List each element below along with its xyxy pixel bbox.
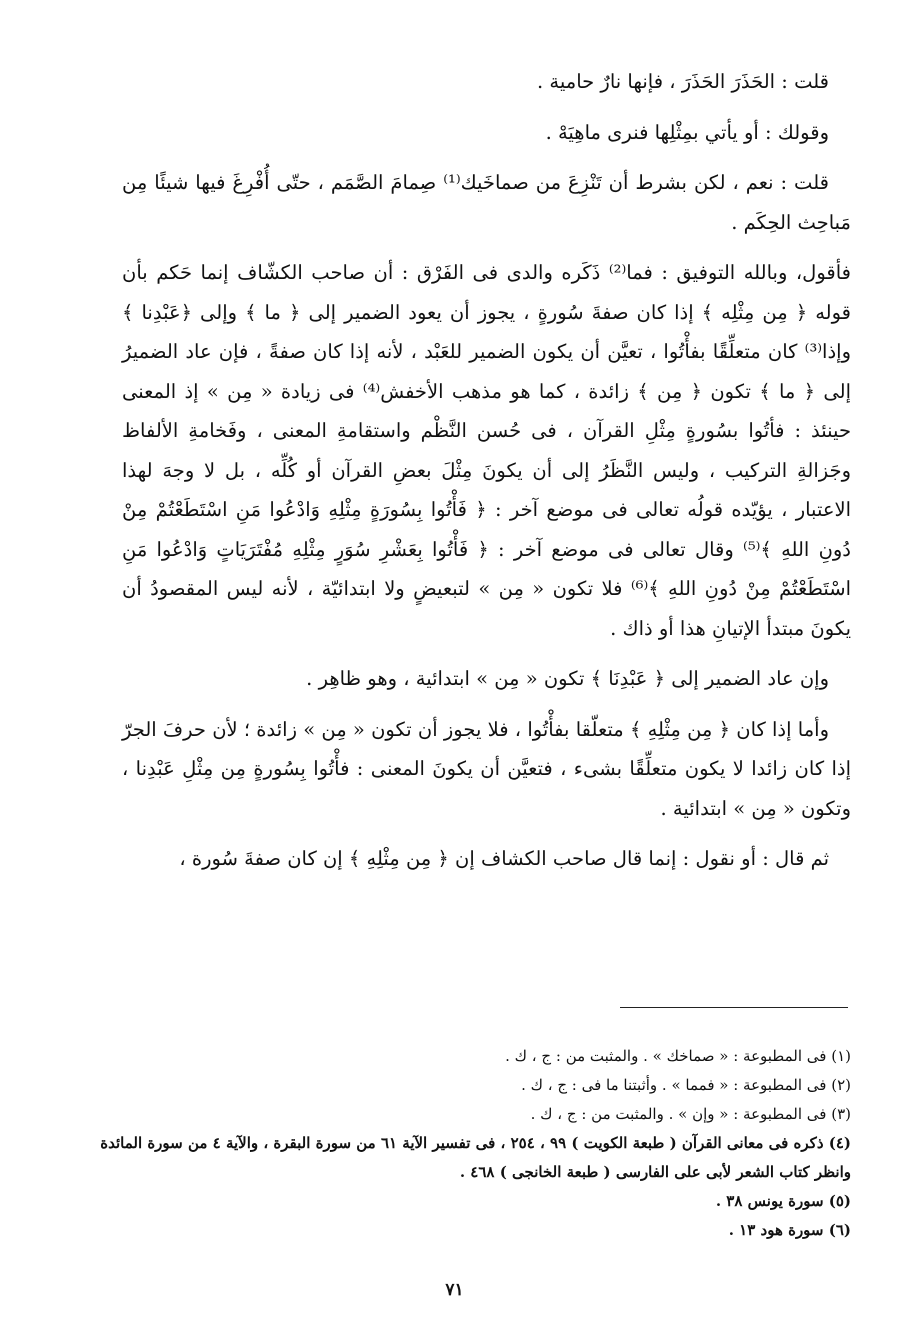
footnote-1: (١) فى المطبوعة : « صماخك » . والمثبت من : ج ، ك . — [505, 1047, 851, 1065]
footnote-4-continued: وانظر كتاب الشعر لأبى على الفارسى ( طبعة الخانجى ) ٤٦٨ . — [459, 1163, 851, 1181]
footnote-4: (٤) ذكره فى معانى القرآن ( طبعة الكويت ) ٩٩ ، ٢٥٤ ، فى تفسير الآية ٦١ من سورة البقرة ، والآية ٤ من سورة المائدة — [100, 1134, 851, 1152]
footnote-2: (٢) فى المطبوعة : « فمما » . وأثبتنا ما فى : ج ، ك . — [521, 1076, 851, 1094]
paragraph-1: قلت : الحَذَرَ الحَذَرَ ، فإنها نارٌ حامية . — [537, 70, 829, 93]
footnote-divider — [620, 1007, 848, 1008]
paragraph-2: وقولك : أو يأتي بمِثْلِها فنرى ماهِيَهْ . — [545, 120, 829, 144]
footnote-5: (٥) سورة يونس ٣٨ . — [715, 1192, 851, 1210]
paragraph-6: وأما إذا كان ﴿ مِن مِثْلِهِ ﴾ متعلّقا بفأْتُوا ، فلا يجوز أن تكون « مِن » زائدة ؛ لأن حرفَ الجرّ إذا كان زائدا لا يكون متعلِّقًا بشىء ، فتعيَّن أن يكونَ المعنى : فأْتُوا بِسُورةٍ مِن مِثْلِ عَبْدِنا ، وتكون « مِن » ابتدائية . — [122, 717, 851, 820]
paragraph-5: وإن عاد الضمير إلى ﴿ عَبْدِنَا ﴾ تكون « مِن » ابتدائية ، وهو ظاهِر . — [306, 667, 829, 690]
paragraph-4: فأقول، وبالله التوفيق : فما⁽²⁾ ذَكَره والدى فى الفَرْق : أن صاحب الكشّاف إنما حَكم بأن قوله ﴿ مِن مِثْلِه ﴾ إذا كان صفةَ سُورةٍ ، يجوز أن يعود الضمير إلى ﴿ ما ﴾ وإلى ﴿عَبْدِنا ﴾ وإذا⁽³⁾ كان متعلِّقًا بفأْتُوا ، تعيَّن أن يكون الضمير للعَبْد ، لأنه إذا كان صفةً ، فإن عاد الضميرُ إلى ﴿ ما ﴾ تكون ﴿ مِن ﴾ زائدة ، كما هو مذهب الأخفش⁽⁴⁾ فى زيادة « مِن » إذ المعنى حينئذ : فأتُوا بسُورةٍ مِثْلِ القرآن ، فى حُسن النَّظْم واستقامةِ المعنى ، وفَخامةِ الألفاظ وجَزالةِ التركيب ، وليس النَّظَرُ إلى أن يكونَ مِثْلَ بعضِ القرآن أو كُلِّه ، بل لا وجهَ لهذا الاعتبار ، يؤيّده قولُه تعالى فى موضع آخر : ﴿ فَأْتُوا بِسُورَةٍ مِثْلِهِ وَادْعُوا مَنِ اسْتَطَعْتُمْ مِنْ دُونِ اللهِ ﴾⁽⁵⁾ وقال تعالى فى موضع آخر : ﴿ فَأْتُوا بِعَشْرِ سُوَرٍ مِثْلِهِ مُفْتَرَيَاتٍ وَادْعُوا مَنِ اسْتَطَعْتُمْ مِنْ دُونِ اللهِ ﴾⁽⁶⁾ فلا تكون « مِن » لتبعيضٍ ولا ابتدائيّة ، لأنه ليس المقصودُ أن يكونَ مبتدأ الإتيانِ هذا أو ذاك . — [122, 261, 851, 640]
footnotes — [58, 1042, 851, 1245]
footnote-3: (٣) فى المطبوعة : « وإن » . والمثبت من : ج ، ك . — [530, 1105, 851, 1123]
paragraph-3: قلت : نعم ، لكن بشرط أن تَنْزِعَ من صماخَيك⁽¹⁾ صِمامَ الصَّمَم ، حتّى أُفْرِغَ فيها شيئًا مِن مَباحِث الحِكَم . — [122, 171, 851, 234]
footnote-6: (٦) سورة هود ١٣ . — [728, 1221, 851, 1239]
main-text — [122, 62, 851, 890]
page-number: ٧١ — [445, 1280, 464, 1300]
paragraph-7: ثم قال : أو نقول : إنما قال صاحب الكشاف إن ﴿ مِن مِثْلِهِ ﴾ إن كان صفةَ سُورة ، — [179, 847, 829, 870]
